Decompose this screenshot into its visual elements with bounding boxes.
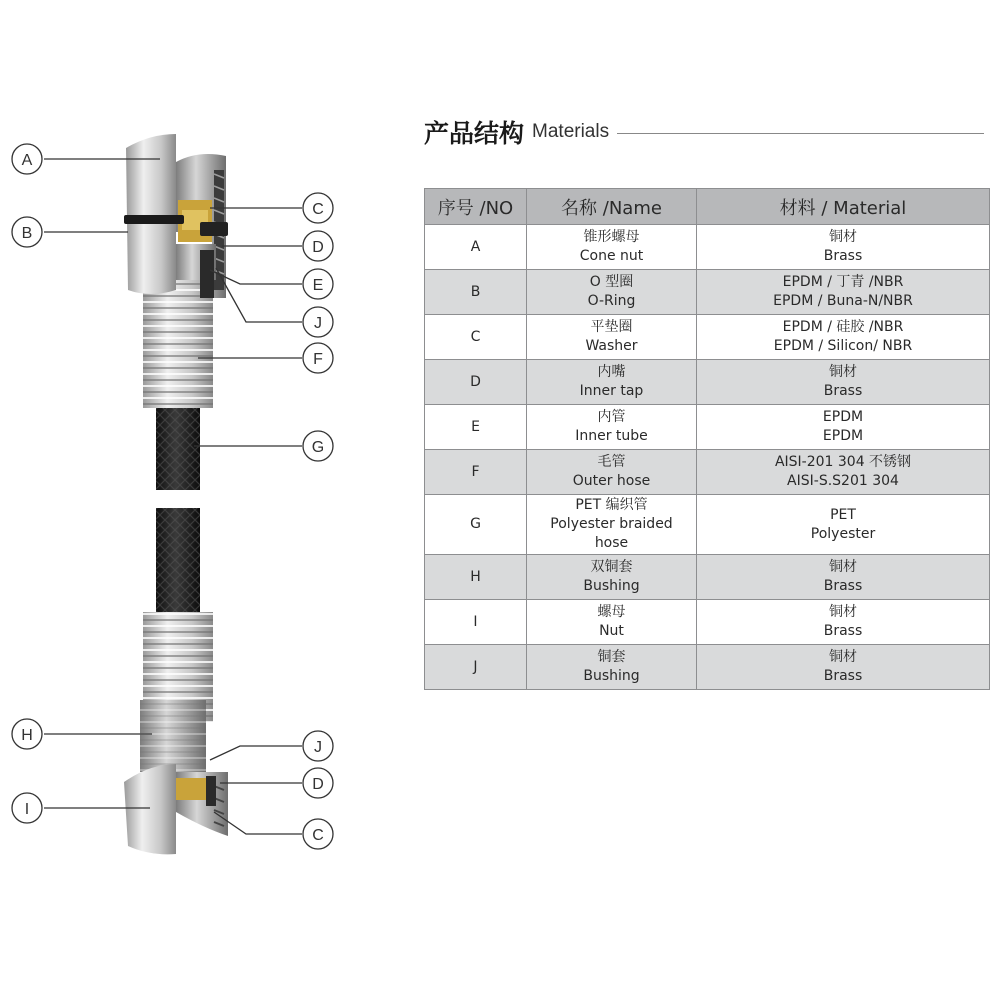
header-material: 材料 / Material — [697, 189, 990, 225]
section-title — [424, 112, 984, 152]
row-material: PET Polyester — [697, 495, 990, 555]
table-row — [425, 315, 990, 360]
row-name: 螺母 Nut — [527, 600, 697, 645]
table-row — [425, 555, 990, 600]
row-no: A — [425, 225, 527, 270]
top-assembly — [124, 134, 228, 490]
row-material: 铜材 Brass — [697, 360, 990, 405]
row-material: 铜材 Brass — [697, 555, 990, 600]
svg-text:E: E — [312, 277, 324, 294]
table-row — [425, 495, 990, 555]
svg-text:C: C — [312, 827, 324, 844]
callout-top-f — [303, 343, 333, 373]
row-no: H — [425, 555, 527, 600]
svg-text:D: D — [312, 239, 324, 256]
row-material: 铜材 Brass — [697, 225, 990, 270]
row-no: F — [425, 450, 527, 495]
o-ring — [124, 215, 184, 224]
row-no: B — [425, 270, 527, 315]
callout-bottom-c — [303, 819, 333, 849]
callout-top-c — [303, 193, 333, 223]
svg-text:J: J — [314, 739, 322, 756]
callout-top-j — [303, 307, 333, 337]
header-name: 名称 /Name — [527, 189, 697, 225]
table-row — [425, 600, 990, 645]
row-material: 铜材 Brass — [697, 645, 990, 690]
row-name: O 型圈 O-Ring — [527, 270, 697, 315]
row-material: EPDM / 硅胶 /NBR EPDM / Silicon/ NBR — [697, 315, 990, 360]
callout-top-d — [303, 231, 333, 261]
table-row — [425, 360, 990, 405]
callout-top-g — [303, 431, 333, 461]
row-name: PET 编织管 Polyester braided hose — [527, 495, 697, 555]
callout-top-a — [12, 144, 42, 174]
svg-text:B: B — [21, 225, 33, 242]
row-no: I — [425, 600, 527, 645]
table-header-row — [425, 189, 990, 225]
hose-structure-diagram — [0, 0, 420, 1000]
table-row — [425, 405, 990, 450]
row-no: J — [425, 645, 527, 690]
title-english: Materials — [532, 121, 610, 142]
header-no: 序号 /NO — [425, 189, 527, 225]
svg-text:J: J — [314, 315, 322, 332]
bottom-brass-insert — [176, 778, 210, 800]
callout-top-e — [303, 269, 333, 299]
cone-nut — [126, 134, 176, 294]
row-material: EPDM EPDM — [697, 405, 990, 450]
svg-text:C: C — [312, 201, 324, 218]
bottom-assembly — [124, 508, 228, 854]
materials-table — [424, 188, 990, 690]
row-name: 毛管 Outer hose — [527, 450, 697, 495]
row-material: EPDM / 丁青 /NBR EPDM / Buna-N/NBR — [697, 270, 990, 315]
row-name: 双铜套 Bushing — [527, 555, 697, 600]
title-divider — [617, 133, 984, 134]
row-no: C — [425, 315, 527, 360]
row-name: 平垫圈 Washer — [527, 315, 697, 360]
callout-bottom-d — [303, 768, 333, 798]
svg-text:H: H — [21, 727, 33, 744]
row-name: 内管 Inner tube — [527, 405, 697, 450]
row-name: 铜套 Bushing — [527, 645, 697, 690]
svg-text:D: D — [312, 776, 324, 793]
row-name: 锥形螺母 Cone nut — [527, 225, 697, 270]
table-row — [425, 450, 990, 495]
callout-top-b — [12, 217, 42, 247]
table-row — [425, 225, 990, 270]
table-row — [425, 645, 990, 690]
row-no: E — [425, 405, 527, 450]
row-no: G — [425, 495, 527, 555]
row-name: 内嘴 Inner tap — [527, 360, 697, 405]
row-material: 铜材 Brass — [697, 600, 990, 645]
svg-text:F: F — [313, 351, 323, 368]
svg-text:I: I — [24, 801, 30, 818]
callout-bottom-i — [12, 793, 42, 823]
callout-bottom-j — [303, 731, 333, 761]
svg-text:G: G — [311, 439, 325, 456]
row-no: D — [425, 360, 527, 405]
bottom-nut — [124, 764, 176, 854]
svg-text:A: A — [21, 152, 33, 169]
table-row — [425, 270, 990, 315]
title-chinese: 产品结构 — [424, 119, 525, 148]
row-material: AISI-201 304 不锈钢 AISI-S.S201 304 — [697, 450, 990, 495]
callout-bottom-h — [12, 719, 42, 749]
